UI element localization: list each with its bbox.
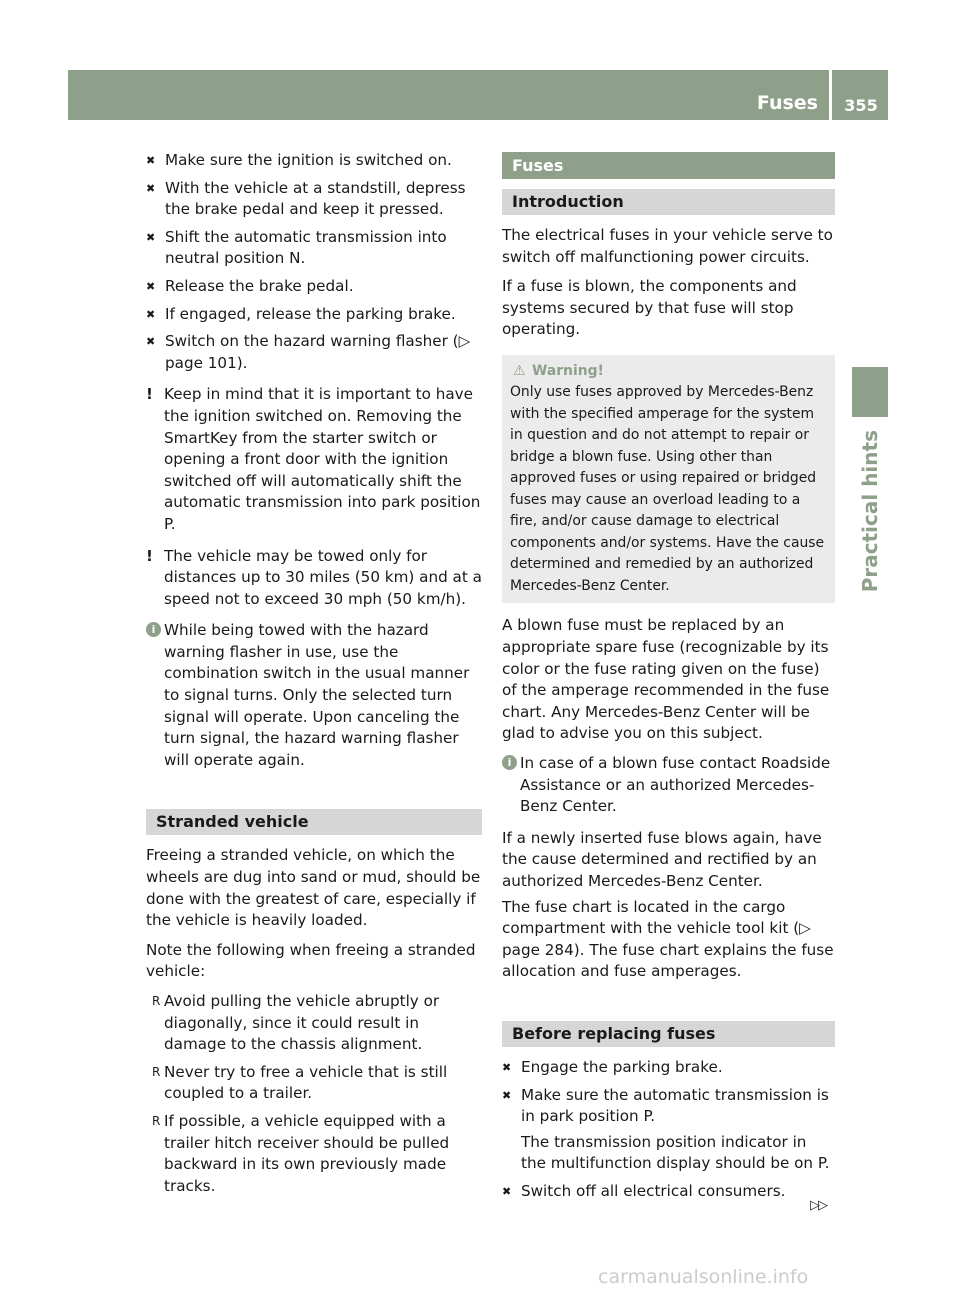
step-item: ✖ Make sure the ignition is switched on. <box>146 150 482 172</box>
left-column <box>146 150 482 1203</box>
list-item: R Never try to free a vehicle that is still coupled to a trailer. <box>146 1062 482 1105</box>
info-note <box>502 753 835 818</box>
step-item: ✖ If engaged, release the parking brake. <box>146 304 482 326</box>
caution-note-text: Keep in mind that it is important to have the ignition switched on. Removing the SmartKey from the starter switch or opening a front door with the ignition switched off will automatically shift the automatic transmission into park position P. <box>164 385 481 533</box>
paragraph: The electrical fuses in your vehicle serve to switch off malfunctioning power circuits. <box>502 226 833 266</box>
info-note-text: While being towed with the hazard warning flasher in use, use the combination switch in the usual manner to signal turns. Only the selected turn signal will operate. Upon canceling the turn signal, the hazard warning flasher will operate again. <box>164 621 470 769</box>
caution-note <box>146 546 482 611</box>
continue-arrow-icon: ▷▷ <box>810 1198 826 1213</box>
exclamation-icon: ! <box>146 546 153 565</box>
paragraph: If a fuse is blown, the components and systems secured by that fuse will stop operating. <box>502 277 797 339</box>
caution-note-text: The vehicle may be towed only for distances up to 30 miles (50 km) and at a speed not to exceed 30 mph (50 km/h). <box>164 546 482 608</box>
info-note <box>146 620 482 771</box>
watermark: carmanualsonline.info <box>598 1266 809 1288</box>
paragraph: A blown fuse must be replaced by an appropriate spare fuse (recognizable by its color or the fuse rating given on the fuse) of the amperage recommended in the fuse chart. Any Mercedes-Benz Center will be glad to advise you on this subject. <box>502 616 830 743</box>
sidebar-label-text: Practical hints <box>858 430 882 593</box>
step-item: ✖ Engage the parking brake. <box>502 1057 835 1079</box>
list-item: R Avoid pulling the vehicle abruptly or diagonally, since it could result in damage to the chassis alignment. <box>146 991 482 1056</box>
info-note-text: In case of a blown fuse contact Roadside Assistance or an authorized Mercedes-Benz Center. <box>520 754 831 816</box>
exclamation-icon: ! <box>146 385 153 404</box>
paragraph: If a newly inserted fuse blows again, have the cause determined and rectified by an authorized Mercedes-Benz Center. <box>502 828 822 890</box>
step-item: ✖ Release the brake pedal. <box>146 276 482 298</box>
right-column <box>502 152 835 1209</box>
section-heading-fuses: Fuses <box>502 152 835 179</box>
caution-note <box>146 384 482 535</box>
warning-title <box>510 361 829 383</box>
warning-text: Only use fuses approved by Mercedes-Benz with the specified amperage for the system in question and do not attempt to repair or bridge a blown fuse. Using other than approved fuses or using repaired or bridged fuses may cause an overload leading to a fire, and/or cause damage to electrical components and/or systems. Have the cause determined and remedied by an authorized Mercedes-Benz Center. <box>510 384 825 594</box>
section-heading-introduction: Introduction <box>502 189 835 215</box>
step-item: ✖ Shift the automatic transmission into neutral position N. <box>146 227 482 270</box>
warning-title-text: Warning! <box>532 362 604 379</box>
step-item: ✖ Switch on the hazard warning flasher (▷ page 101). <box>146 331 482 374</box>
step-item: ✖ Switch off all electrical consumers. <box>502 1181 835 1203</box>
side-tab <box>852 367 888 417</box>
section-heading-stranded: Stranded vehicle <box>146 809 482 835</box>
step-item <box>502 1085 835 1175</box>
header-divider <box>829 70 832 120</box>
list-item: R If possible, a vehicle equipped with a trailer hitch receiver should be pulled backward in its own previously made tracks. <box>146 1111 482 1197</box>
sidebar-section-label <box>846 430 894 610</box>
info-icon: i <box>502 755 517 770</box>
warning-triangle-icon: ⚠ <box>513 362 526 379</box>
step-subtext: The transmission position indicator in the multifunction display should be on P. <box>521 1132 830 1173</box>
page-number: 355 <box>844 96 878 115</box>
paragraph: Freeing a stranded vehicle, on which the wheels are dug into sand or mud, should be done with the greatest of care, especially if the vehicle is heavily loaded. <box>146 846 481 930</box>
warning-box <box>502 355 835 604</box>
step-item: ✖ With the vehicle at a standstill, depress the brake pedal and keep it pressed. <box>146 178 482 221</box>
info-icon: i <box>146 622 161 637</box>
section-heading-before-replacing: Before replacing fuses <box>502 1021 835 1047</box>
paragraph: The fuse chart is located in the cargo compartment with the vehicle tool kit (▷ page 284). The fuse chart explains the fuse allocation and fuse amperages. <box>502 897 834 981</box>
paragraph: Note the following when freeing a stranded vehicle: <box>146 940 476 981</box>
header-title: Fuses <box>756 92 818 114</box>
step-text: ✖ Make sure the automatic transmission is in park position P. <box>521 1085 829 1126</box>
header-bar <box>68 70 888 120</box>
